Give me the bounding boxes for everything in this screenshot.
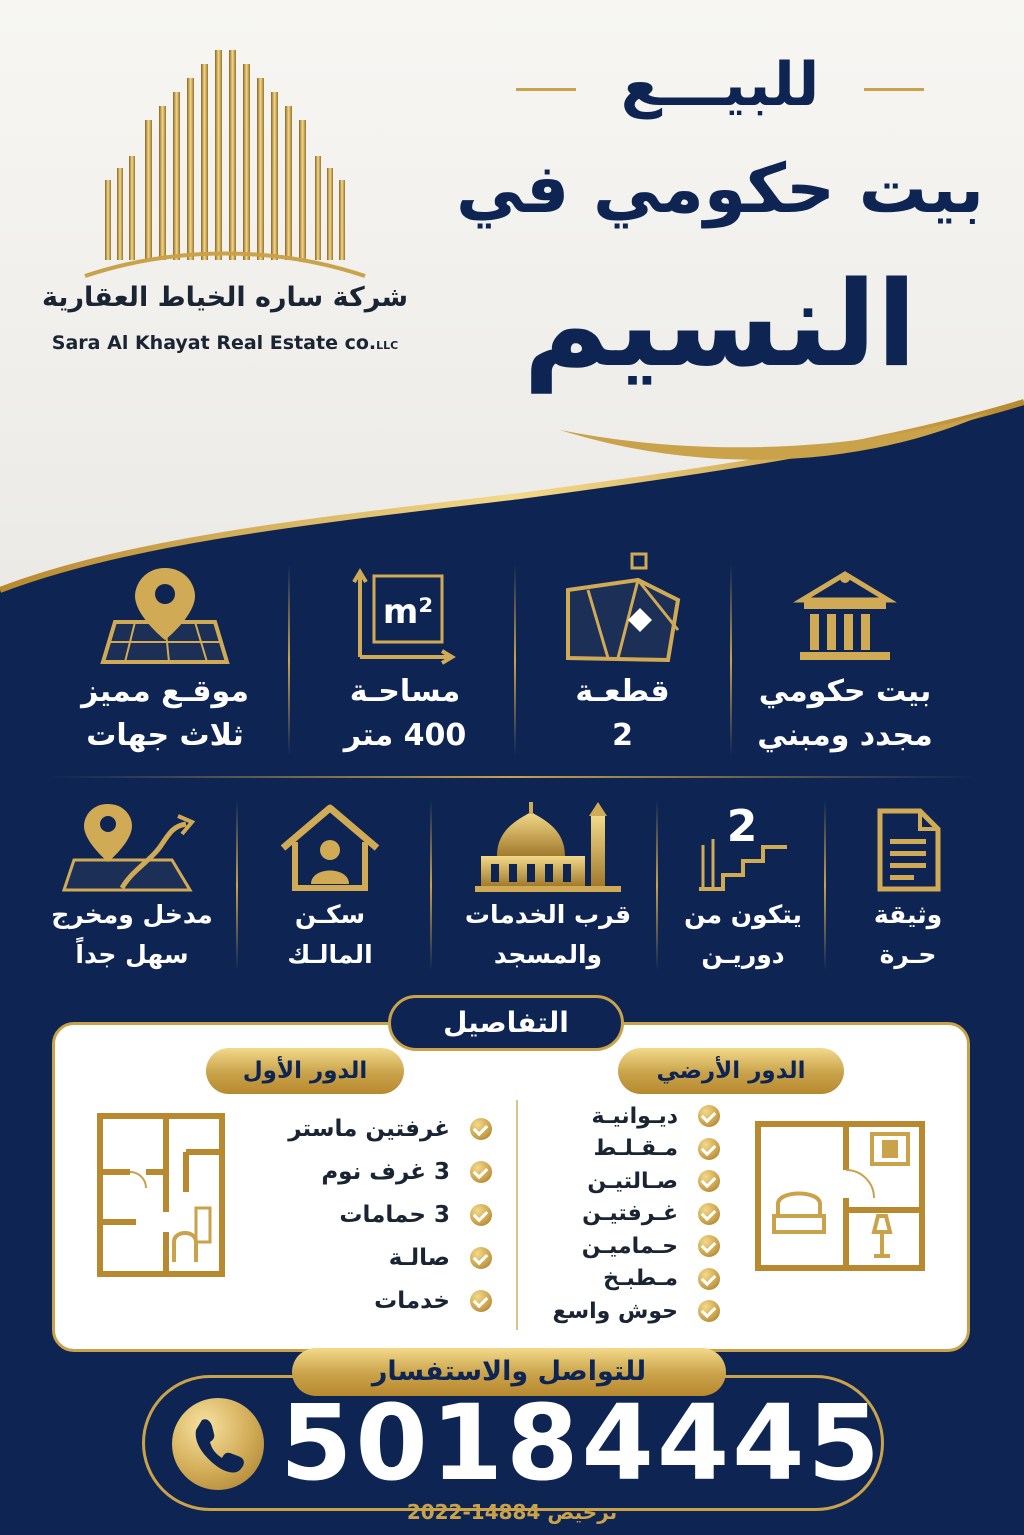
stairs-floors-icon [693, 801, 793, 895]
buildings-logo-icon [75, 40, 375, 280]
check-icon [470, 1247, 492, 1269]
area-m2-icon [350, 562, 460, 670]
feature-value: والمسجد [493, 940, 603, 969]
check-icon [698, 1268, 720, 1290]
section-divider [50, 776, 974, 778]
document-icon [868, 805, 948, 895]
feature-value: 400 متر [343, 718, 467, 753]
ground-floor-list [540, 1100, 720, 1328]
list-item: حـماميـن [540, 1230, 720, 1263]
list-item: غـرفتيـن [540, 1198, 720, 1231]
government-building-icon [790, 560, 900, 670]
divider [514, 565, 516, 755]
license-number: ترخيص 14884-2022 [406, 1500, 618, 1524]
check-icon [698, 1105, 720, 1127]
feature-label: موقـع مميز [81, 674, 249, 709]
land-plot-icon [558, 550, 688, 670]
feature-value: 2 [612, 718, 633, 753]
divider [430, 800, 432, 970]
feature-two-floors [668, 801, 818, 975]
check-icon [470, 1204, 492, 1226]
feature-label: سكـن [294, 900, 366, 929]
divider [656, 800, 658, 970]
feature-location [60, 562, 270, 758]
feature-label: قطعـة [575, 674, 670, 709]
floor-plan-icon [754, 1120, 926, 1272]
company-name-arabic: شركة ساره الخياط العقارية [41, 282, 409, 313]
list-item: 3 حمامات [270, 1193, 492, 1236]
divider [236, 800, 238, 970]
feature-label: مساحـة [349, 674, 461, 709]
first-floor-title: الدور الأول [206, 1048, 404, 1094]
list-item: خدمات [270, 1279, 492, 1322]
m2-label: m² [382, 592, 434, 632]
feature-value: مجدد ومبني [757, 718, 933, 753]
contact-label: للتواصل والاستفسار [292, 1348, 726, 1396]
divider [824, 800, 826, 970]
feature-label: قرب الخدمات [464, 900, 632, 929]
check-icon [698, 1203, 720, 1225]
feature-owner-residence [255, 800, 405, 975]
check-icon [470, 1161, 492, 1183]
check-icon [698, 1138, 720, 1160]
first-floor-plan-icon [96, 1112, 226, 1278]
phone-number[interactable]: 50184445 [280, 1382, 883, 1504]
details-title: التفاصيل [388, 995, 624, 1051]
area-name-title: النسيم [523, 255, 917, 393]
check-icon [698, 1170, 720, 1192]
feature-value: حـرة [879, 940, 937, 969]
floors-divider [516, 1100, 518, 1330]
floors-number: 2 [726, 801, 758, 852]
divider [730, 565, 732, 755]
feature-label: مدخل ومخرج [51, 900, 213, 929]
divider [288, 565, 290, 755]
feature-label: بيت حكومي [758, 674, 932, 709]
list-item: ديـوانيـة [540, 1100, 720, 1133]
owner-house-icon [275, 800, 385, 895]
mosque-icon [473, 800, 623, 895]
check-icon [698, 1235, 720, 1257]
feature-label: وثيقة [873, 900, 943, 929]
ground-floor-title: الدور الأرضي [618, 1048, 844, 1094]
list-item: صالـة [270, 1236, 492, 1279]
check-icon [470, 1118, 492, 1140]
feature-value: ثلاث جهات [86, 718, 244, 753]
feature-value: دوريـن [701, 940, 785, 969]
list-item: مـطبـخ [540, 1263, 720, 1296]
for-sale-title: للبيـــع [620, 50, 820, 120]
check-icon [470, 1290, 492, 1312]
feature-label: يتكون من [684, 900, 802, 929]
location-map-icon [95, 562, 235, 670]
feature-value: المالـك [287, 940, 373, 969]
company-name-english: Sara Al Khayat Real Estate co.LLC [51, 332, 399, 354]
route-location-icon [62, 800, 202, 895]
feature-easy-access [42, 800, 222, 975]
feature-government-house [750, 560, 940, 758]
phone-icon[interactable] [172, 1398, 264, 1490]
list-item: 3 غرف نوم [270, 1150, 492, 1193]
feature-plot [530, 550, 715, 758]
feature-area [310, 562, 500, 758]
list-item: حوش واسع [540, 1295, 720, 1328]
feature-value: سهل جداً [75, 940, 189, 969]
feature-document [848, 805, 968, 975]
list-item: غرفتين ماستر [270, 1107, 492, 1150]
list-item: مـقـلـط [540, 1133, 720, 1166]
government-house-title: بيت حكومي في [455, 150, 985, 229]
first-floor-list [270, 1107, 492, 1322]
feature-services-mosque [452, 800, 644, 975]
list-item: صـالتيـن [540, 1165, 720, 1198]
check-icon [698, 1300, 720, 1322]
company-logo [30, 40, 420, 354]
